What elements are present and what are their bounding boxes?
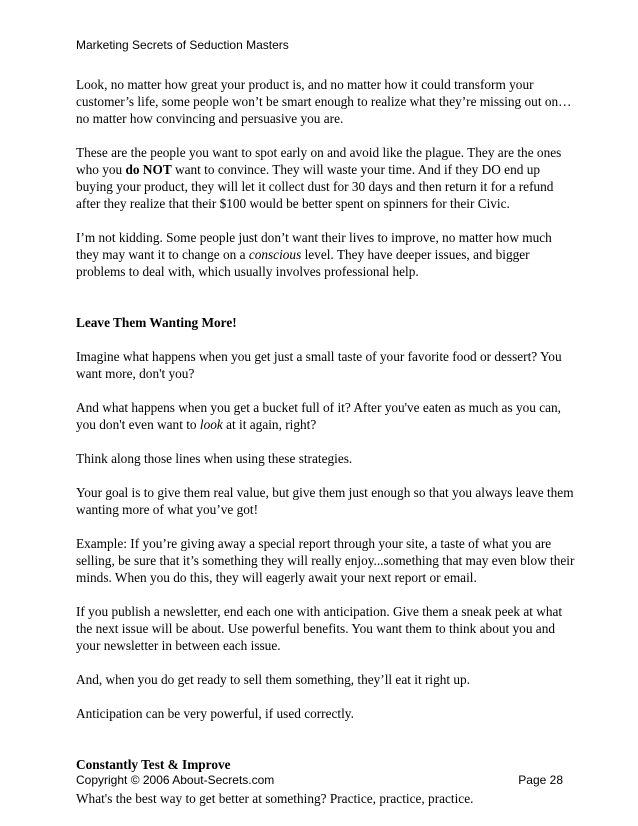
paragraph-5-emphasis: look	[199, 417, 223, 432]
paragraph-2-emphasis: do NOT	[125, 162, 172, 177]
paragraph-4: Imagine what happens when you get just a small taste of your favorite food or dessert? You want more, don't you?	[76, 349, 562, 381]
paragraph-5	[76, 399, 576, 433]
paragraph-1: Look, no matter how great your product is, and no matter how it could transform your customer’s life, some people won’t be smart enough to realize what they’re missing out on… no matter how convincing and persuasive you are.	[76, 77, 572, 126]
paragraph-3-emphasis: conscious	[248, 247, 302, 262]
paragraph-9: If you publish a newsletter, end each one with anticipation. Give them a sneak peek at what the next issue will be about. Use powerful benefits. You want them to think about you and your newsletter in between each issue.	[76, 604, 563, 653]
copyright-notice: Copyright © 2006 About-Secrets.com	[76, 773, 275, 787]
page-number: Page 28	[518, 773, 563, 787]
paragraph-2-part-a: These are the people you want to spot early on and avoid like the plague. They are the ones who you	[76, 145, 562, 177]
paragraph-8: Example: If you’re giving away a special report through your site, a taste of what you are selling, be sure that it’s something they will really enjoy...something that may even blow their minds. When you do this, they will eagerly await your next report or email.	[76, 536, 575, 585]
paragraph-2-part-b: want to convince. They will waste your time. And if they DO end up buying your product, they will let it collect dust for 30 days and then return it for a refund after they realize that their $100 would be better spent on spinners for their Civic.	[76, 162, 554, 211]
paragraph-3	[76, 229, 576, 280]
section-heading-constantly-test-improve: Constantly Test & Improve	[76, 757, 231, 772]
paragraph-5-part-a: And what happens when you get a bucket full of it? After you've eaten as much as you can, you don't even want to	[76, 400, 561, 432]
paragraph-6: Think along those lines when using these strategies.	[76, 451, 353, 466]
section-heading-leave-them-wanting-more: Leave Them Wanting More!	[76, 315, 237, 330]
paragraph-12: What's the best way to get better at something? Practice, practice, practice.	[76, 791, 474, 806]
paragraph-7: Your goal is to give them real value, but give them just enough so that you always leave them wanting more of what you’ve got!	[76, 485, 574, 517]
section-spacer	[76, 739, 576, 756]
paragraph-3-part-a: I’m not kidding. Some people just don’t want their lives to improve, no matter how much they may want it to change on a	[76, 230, 552, 262]
paragraph-5-part-b: at it again, right?	[222, 417, 317, 432]
body-text	[76, 76, 576, 824]
paragraph-2	[76, 144, 576, 212]
paragraph-10: And, when you do get ready to sell them something, they’ll eat it right up.	[76, 672, 471, 687]
paragraph-11: Anticipation can be very powerful, if used correctly.	[76, 706, 354, 721]
paragraph-3-part-b: level. They have deeper issues, and bigger problems to deal with, which usually involves professional help.	[76, 247, 530, 279]
running-header: Marketing Secrets of Seduction Masters	[76, 38, 289, 52]
section-spacer	[76, 297, 576, 314]
